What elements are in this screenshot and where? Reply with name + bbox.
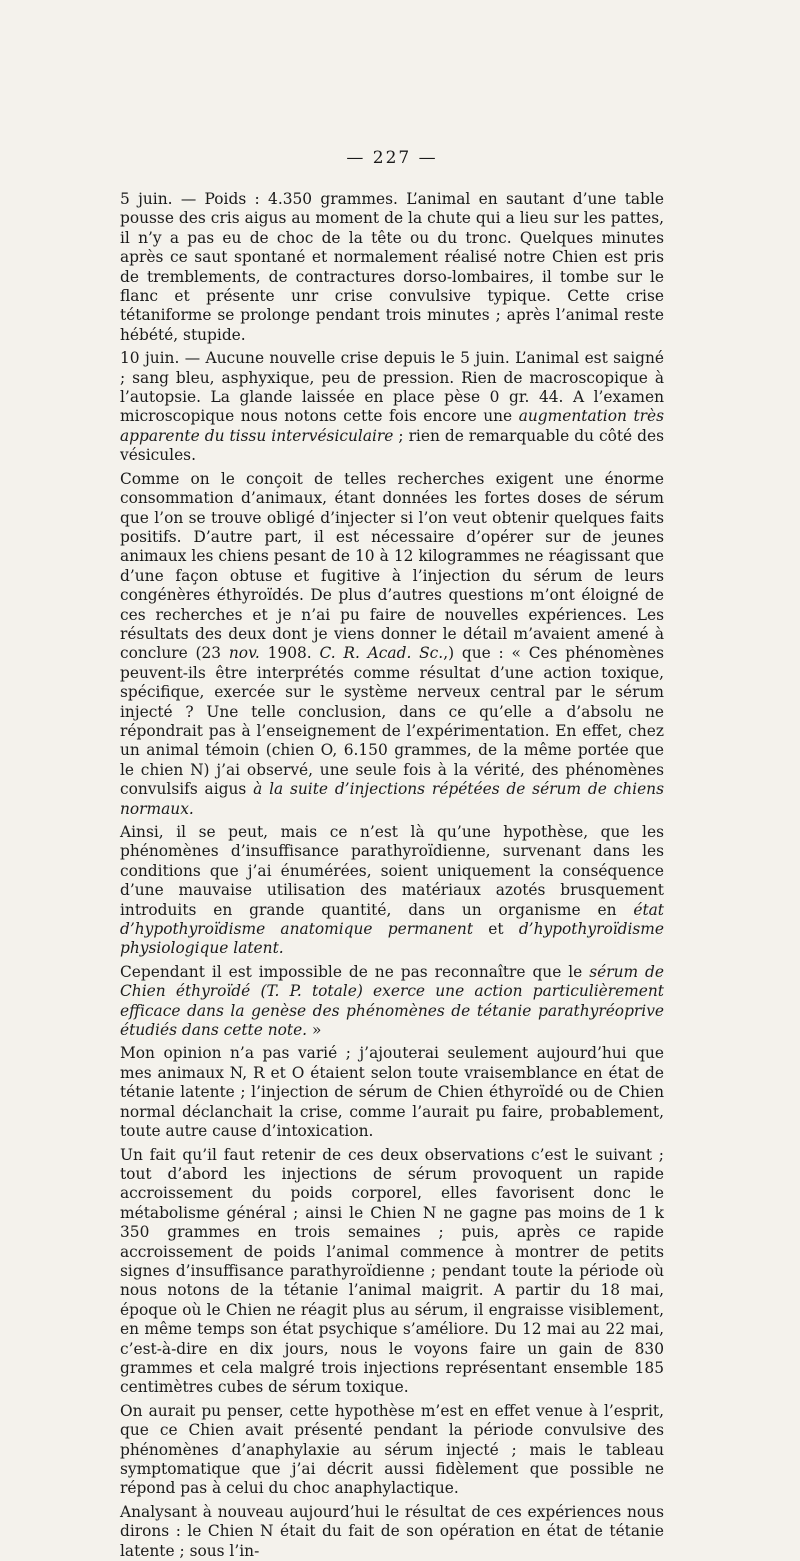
text-run: Ainsi, il se peut, mais ce n’est là qu’une hypothèse, que les phénomènes d’insuffisance parathyroïdienne, survenant dans les conditions que j’ai énumérées, soient uniquement la conséquence d’une mauvaise utilisation des matériaux azotés brusquement introduits en grande quantité, dans un organisme en — [120, 823, 664, 919]
text-run: 1908. — [259, 644, 320, 663]
paragraph — [120, 1402, 664, 1499]
paragraph — [120, 190, 664, 345]
italic-text: état d’hypothyroïdisme anatomique permanent — [120, 900, 664, 939]
text-run: On aurait pu penser, cette hypothèse m’est en effet venue à l’esprit, que ce Chien avait présenté pendant la période convulsive des phénomènes d’anaphylaxie au sérum injecté ; mais le tableau symptomatique que j’ai décrit aussi fidèlement que possible ne répond pas à celui du choc anaphylactique. — [120, 1401, 664, 1498]
paragraph — [120, 963, 664, 1041]
paragraph — [120, 823, 664, 959]
paragraph — [120, 470, 664, 819]
italic-text: nov. — [228, 644, 260, 663]
italic-text: augmentation très apparente du tissu intervésiculaire — [120, 407, 664, 445]
text-run: Aucune nouvelle crise depuis le 5 juin. L’animal est saigné ; sang bleu, asphyxique, peu de pression. Rien de macroscopique à l’autopsie. La glande laissée en place pèse 0 gr. 44. A l’examen microscopique nous notons cette fois encore une — [120, 349, 664, 426]
text-run: Cependant il est impossible de ne pas reconnaître que le — [120, 962, 590, 981]
page-number: — 227 — — [346, 148, 438, 168]
paragraph — [120, 1044, 664, 1141]
text-run: Mon opinion n’a pas varié ; j’ajouterai seulement aujourd’hui que mes animaux N, R et O étaient selon toute vraisemblance en état de tétanie latente ; l’injection de sérum de Chien éthyroïdé ou de Chien normal déclanchait la crise, comme l’aurait pu faire, probablement, toute autre cause d’intoxication. — [120, 1044, 664, 1141]
text-run: Poids : 4.350 grammes. L’animal en sautant d’une table pousse des cris aigus au moment de la chute qui a lieu sur les pattes, il n’y a pas eu de choc de la tête ou du tronc. Quelques minutes après ce saut spontané et normalement réalisé notre Chien est pris de tremblements, de contractures dorso-lombaires, il tombe sur le flanc et présente unr crise convulsive typique. Cette crise tétaniforme se prolonge pendant trois minutes ; après l’animal reste hébété, stupide. — [120, 190, 664, 344]
text-run: 5 juin. — — [120, 190, 205, 208]
italic-text: d’hypothyroïdisme physiologique latent. — [120, 920, 665, 958]
italic-text: à la suite d’injections répétées de sérum de chiens normaux. — [120, 780, 664, 818]
italic-text: sérum de Chien éthyroïdé (T. P. totale) exerce une action particulièrement efficace dans la genèse des phénomènes de tétanie parathyréoprive étudiés dans cette note. — [120, 962, 664, 1040]
italic-text: C. R. Acad. Sc. — [319, 644, 444, 663]
text-run: ,) que : « Ces phénomènes peuvent-ils être interprétés comme résultat d’une action toxique, spécifique, exercée sur le système nerveux central par le sérum injecté ? Une telle conclusion, dans ce qu’elle a d’absolu ne répondrait pas à l’enseignement de l’expérimentation. En effet, chez un animal témoin (chien O, 6.150 grammes, de la même portée que le chien N) j’ai observé, une seule fois à la vérité, des phénomènes convulsifs aigus — [120, 644, 664, 799]
text-run: Un fait qu’il faut retenir de ces deux observations c’est le suivant ; tout d’abord les injections de sérum provoquent un rapide accroissement du poids corporel, elles favorisent donc le métabolisme général ; ainsi le Chien N ne gagne pas moins de 1 k 350 grammes en trois semaines ; puis, après ce rapide accroissement de poids l’animal commence à montrer de petits signes d’insuffisance parathyroïdienne ; pendant toute la période où nous notons de la tétanie l’animal maigrit. A partir du 18 mai, époque où le Chien ne réagit plus au sérum, il engraisse visiblement, en même temps son état psychique s’améliore. Du 12 mai au 22 mai, c’est-à-dire en dix jours, nous le voyons faire un gain de 830 grammes et cela malgré trois injections représentant ensemble 185 centimètres cubes de sérum toxique. — [120, 1145, 664, 1397]
text-run: Comme on le conçoit de telles recherches exigent une énorme consommation d’animaux, étant données les fortes doses de sérum que l’on se trouve obligé d’injecter si l’on veut obtenir quelques faits positifs. D’autre part, il est nécessaire d’opérer sur de jeunes animaux les chiens pesant de 10 à 12 kilogrammes ne réagissant que d’une façon obtuse et fugitive à l’injection du sérum de leurs congénères éthyroïdés. De plus d’autres questions m’ont éloigné de ces recherches et je n’ai pu faire de nouvelles expériences. Les résultats des deux dont je viens donner le détail m’avaient amené à conclure (23 — [120, 469, 664, 663]
text-run: et — [473, 920, 519, 939]
text-run: Analysant à nouveau aujourd’hui le résultat de ces expériences nous dirons : le Chien N était du fait de son opération en état de tétanie latente ; sous l’in- — [120, 1502, 664, 1560]
text-run: ; rien de remarquable du côté des vésicules. — [120, 426, 664, 465]
paragraph — [120, 349, 664, 465]
paragraph — [120, 1146, 664, 1398]
text-run: » — [307, 1021, 322, 1040]
body-text — [120, 190, 664, 1561]
paragraph — [120, 1503, 664, 1561]
text-run: 10 juin. — — [120, 349, 206, 368]
